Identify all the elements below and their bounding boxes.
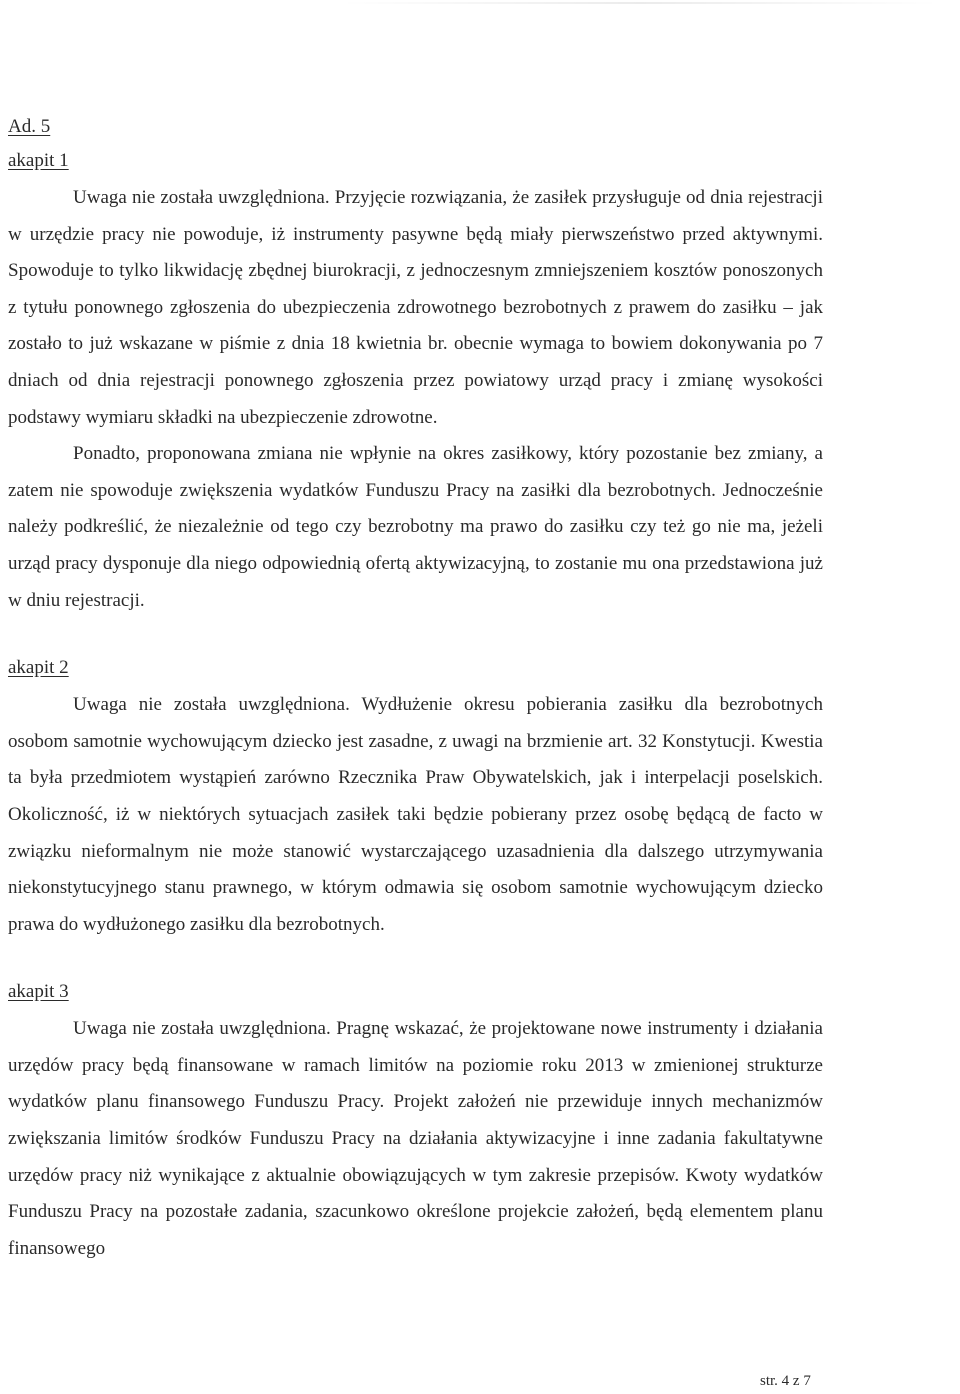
paragraph-akapit-3: Uwaga nie została uwzględniona. Pragnę wskazać, że projektowane nowe instrumenty i działania urzędów pracy będą finansowane w ramach limitów na poziomie roku 2013 w zmienionej strukturze wydatków planu finansowego Funduszu Pracy. Projekt założeń nie przewiduje innych mechanizmów zwiększania limitów środków Funduszu Pracy na działania aktywizacyjne i inne zadania fakultatywne urzędów pracy niż wynikające z aktualnie obowiązujących w tym zakresie przepisów. Kwoty wydatków Funduszu Pracy na pozostałe zadania, szacunkowo określone projekcie założeń, będą elementem planu finansowego <box>8 1018 823 1259</box>
subsection-title-akapit-1: akapit 1 <box>8 150 69 171</box>
paragraph-akapit-1-b: Ponadto, proponowana zmiana nie wpłynie na okres zasiłkowy, który pozostanie bez zmiany, a zatem nie spowoduje zwiększenia wydatków Funduszu Pracy na zasiłki dla bezrobotnych. Jednocześnie należy podkreślić, że niezależnie od tego czy bezrobotny ma prawo do zasiłku czy też go nie ma, jeżeli urząd pracy dysponuje dla niego odpowiednią ofertą aktywizacyjną, to zostanie mu ona przedstawiona już w dniu rejestracji. <box>8 443 823 611</box>
section-heading-ad5: Ad. 5 <box>8 116 51 137</box>
section-spacer <box>8 943 823 979</box>
document-page <box>8 114 823 1267</box>
paragraph-akapit-1-a: Uwaga nie została uwzględniona. Przyjęcie rozwiązania, że zasiłek przysługuje od dnia rejestracji w urzędzie pracy nie powoduje, iż instrumenty pasywne będą miały pierwszeństwo przed aktywnymi. Spowoduje to tylko likwidację zbędnej biurokracji, z jednoczesnym zmniejszeniem kosztów ponoszonych z tytułu ponownego zgłoszenia do ubezpieczenia zdrowotnego bezrobotnych z prawem do zasiłku – jak zostało to już wskazane w piśmie z dnia 18 kwietnia br. obecnie wymaga to bowiem dokonywania po 7 dniach od dnia rejestracji ponownego zgłoszenia przez powiatowy urząd pracy i zmianę wysokości podstawy wymiaru składki na ubezpieczenie zdrowotne. <box>8 187 823 428</box>
scan-artifact-line <box>340 2 940 4</box>
subsection-title-akapit-3: akapit 3 <box>8 981 69 1003</box>
page-number: str. 4 z 7 <box>760 1373 811 1389</box>
paragraph-akapit-2: Uwaga nie została uwzględniona. Wydłużenie okresu pobierania zasiłku dla bezrobotnych osobom samotnie wychowującym dziecko jest zasadne, z uwagi na brzmienie art. 32 Konstytucji. Kwestia ta była przedmiotem wystąpień zarówno Rzecznika Praw Obywatelskich, jak i interpelacji poselskich. Okoliczność, iż w niektórych sytuacjach zasiłek taki będzie pobierany przez osobę będącą de facto w związku nieformalnym nie może stanowić wystarczającego uzasadnienia dla dalszego utrzymywania niekonstytucyjnego stanu prawnego, w którym odmawia się osobom samotnie wychowującym dziecko prawa do wydłużonego zasiłku dla bezrobotnych. <box>8 694 823 935</box>
section-spacer <box>8 619 823 655</box>
subsection-title-akapit-2: akapit 2 <box>8 657 69 679</box>
